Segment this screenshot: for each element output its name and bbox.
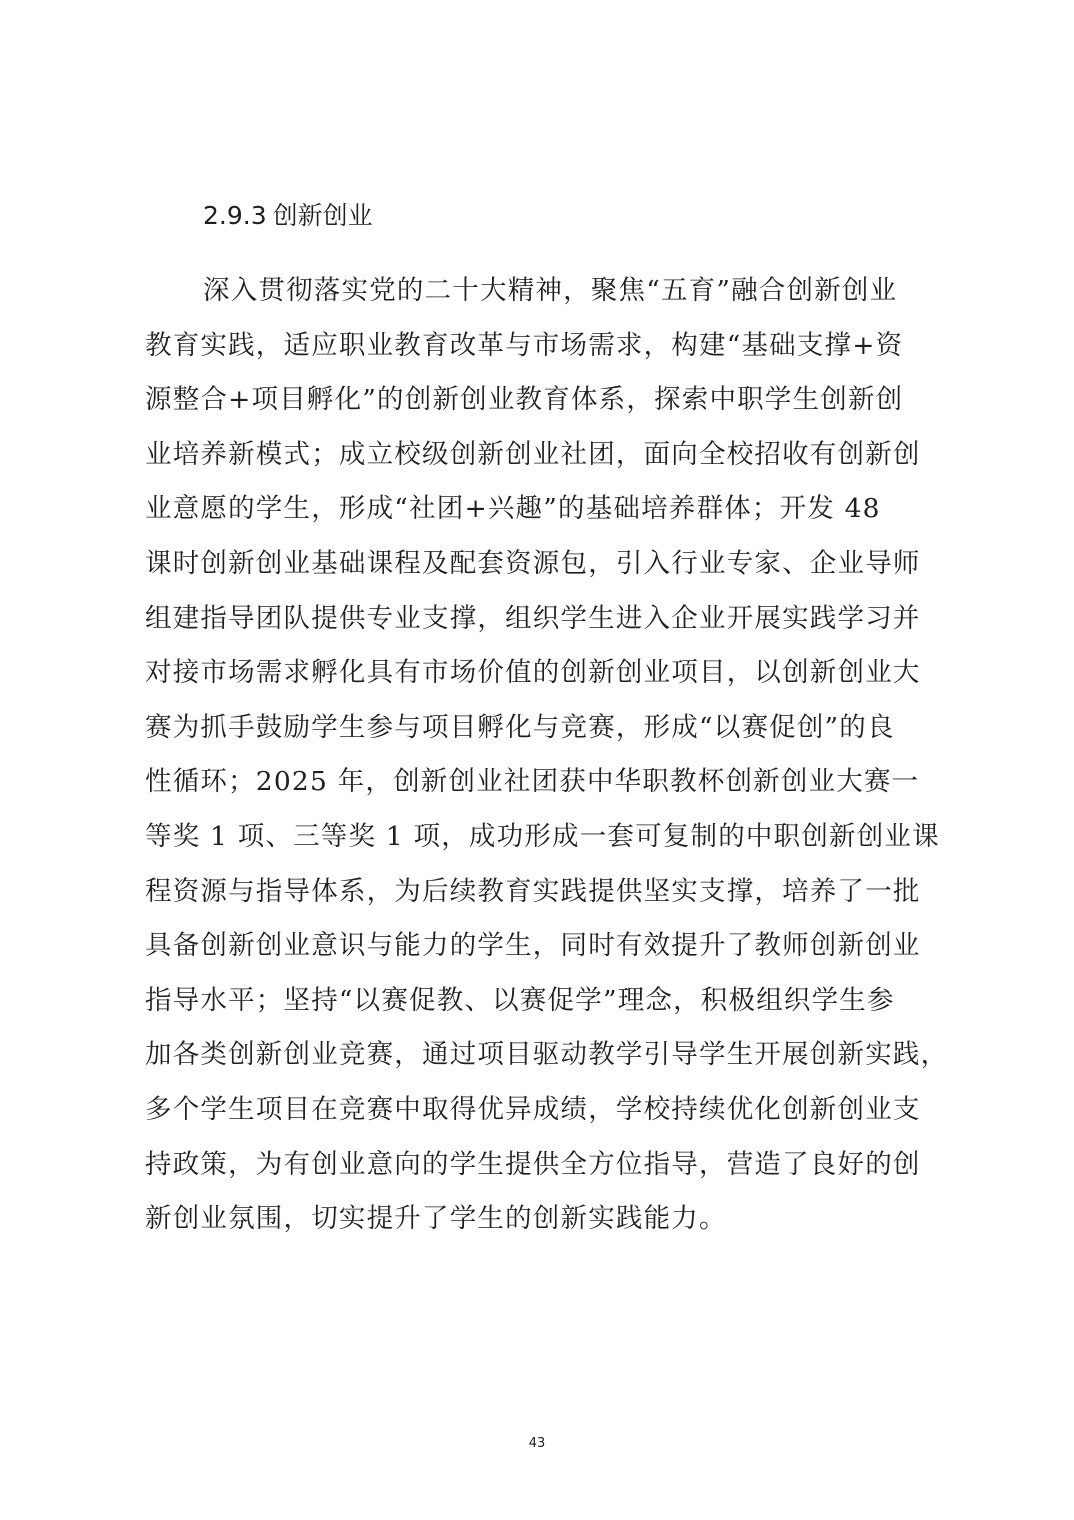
paragraph-line: 业培养新模式；成立校级创新创业社团，面向全校招收有创新创: [145, 438, 921, 470]
paragraph-line: 程资源与指导体系，为后续教育实践提供坚实支撑，培养了一批: [145, 875, 921, 907]
section-heading: [203, 198, 373, 234]
paragraph-line: 课时创新创业基础课程及配套资源包，引入行业专家、企业导师: [145, 547, 921, 579]
paragraph-line: 源整合+项目孵化”的创新创业教育体系，探索中职学生创新创: [145, 384, 904, 416]
paragraph-line: 性循环；2025 年，创新创业社团获中华职教杯创新创业大赛一: [145, 766, 920, 798]
paragraph-line: 加各类创新创业竞赛，通过项目驱动教学引导学生开展创新实践，: [145, 1039, 949, 1071]
paragraph-line: 组建指导团队提供专业支撑，组织学生进入企业开展实践学习并: [145, 602, 921, 634]
paragraph-line: 指导水平；坚持“以赛促教、以赛促学”理念，积极组织学生参: [145, 984, 895, 1016]
paragraph-line: 多个学生项目在竞赛中取得优异成绩，学校持续优化创新创业支: [145, 1093, 921, 1125]
section-number: 2.9.3: [203, 201, 267, 230]
paragraph-line: 持政策，为有创业意向的学生提供全方位指导，营造了良好的创: [145, 1148, 921, 1180]
paragraph-line: 对接市场需求孵化具有市场价值的创新创业项目，以创新创业大: [145, 657, 921, 689]
paragraph-line: 业意愿的学生，形成“社团+兴趣”的基础培养群体；开发 48: [145, 493, 881, 525]
page-number: 43: [528, 1436, 546, 1451]
paragraph-line: 具备创新创业意识与能力的学生，同时有效提升了教师创新创业: [145, 930, 921, 962]
paragraph-line: 赛为抓手鼓励学生参与项目孵化与竞赛，形成“以赛促创”的良: [145, 711, 895, 743]
paragraph-line: 深入贯彻落实党的二十大精神，聚焦“五育”融合创新创业: [203, 275, 898, 306]
paragraph-line: 等奖 1 项、三等奖 1 项，成功形成一套可复制的中职创新创业课: [145, 820, 940, 852]
body-paragraph: [145, 264, 949, 1247]
section-title: 创新创业: [272, 201, 373, 230]
paragraph-line: 教育实践，适应职业教育改革与市场需求，构建“基础支撑+资: [145, 329, 904, 361]
paragraph-line: 新创业氛围，切实提升了学生的创新实践能力。: [145, 1203, 727, 1235]
